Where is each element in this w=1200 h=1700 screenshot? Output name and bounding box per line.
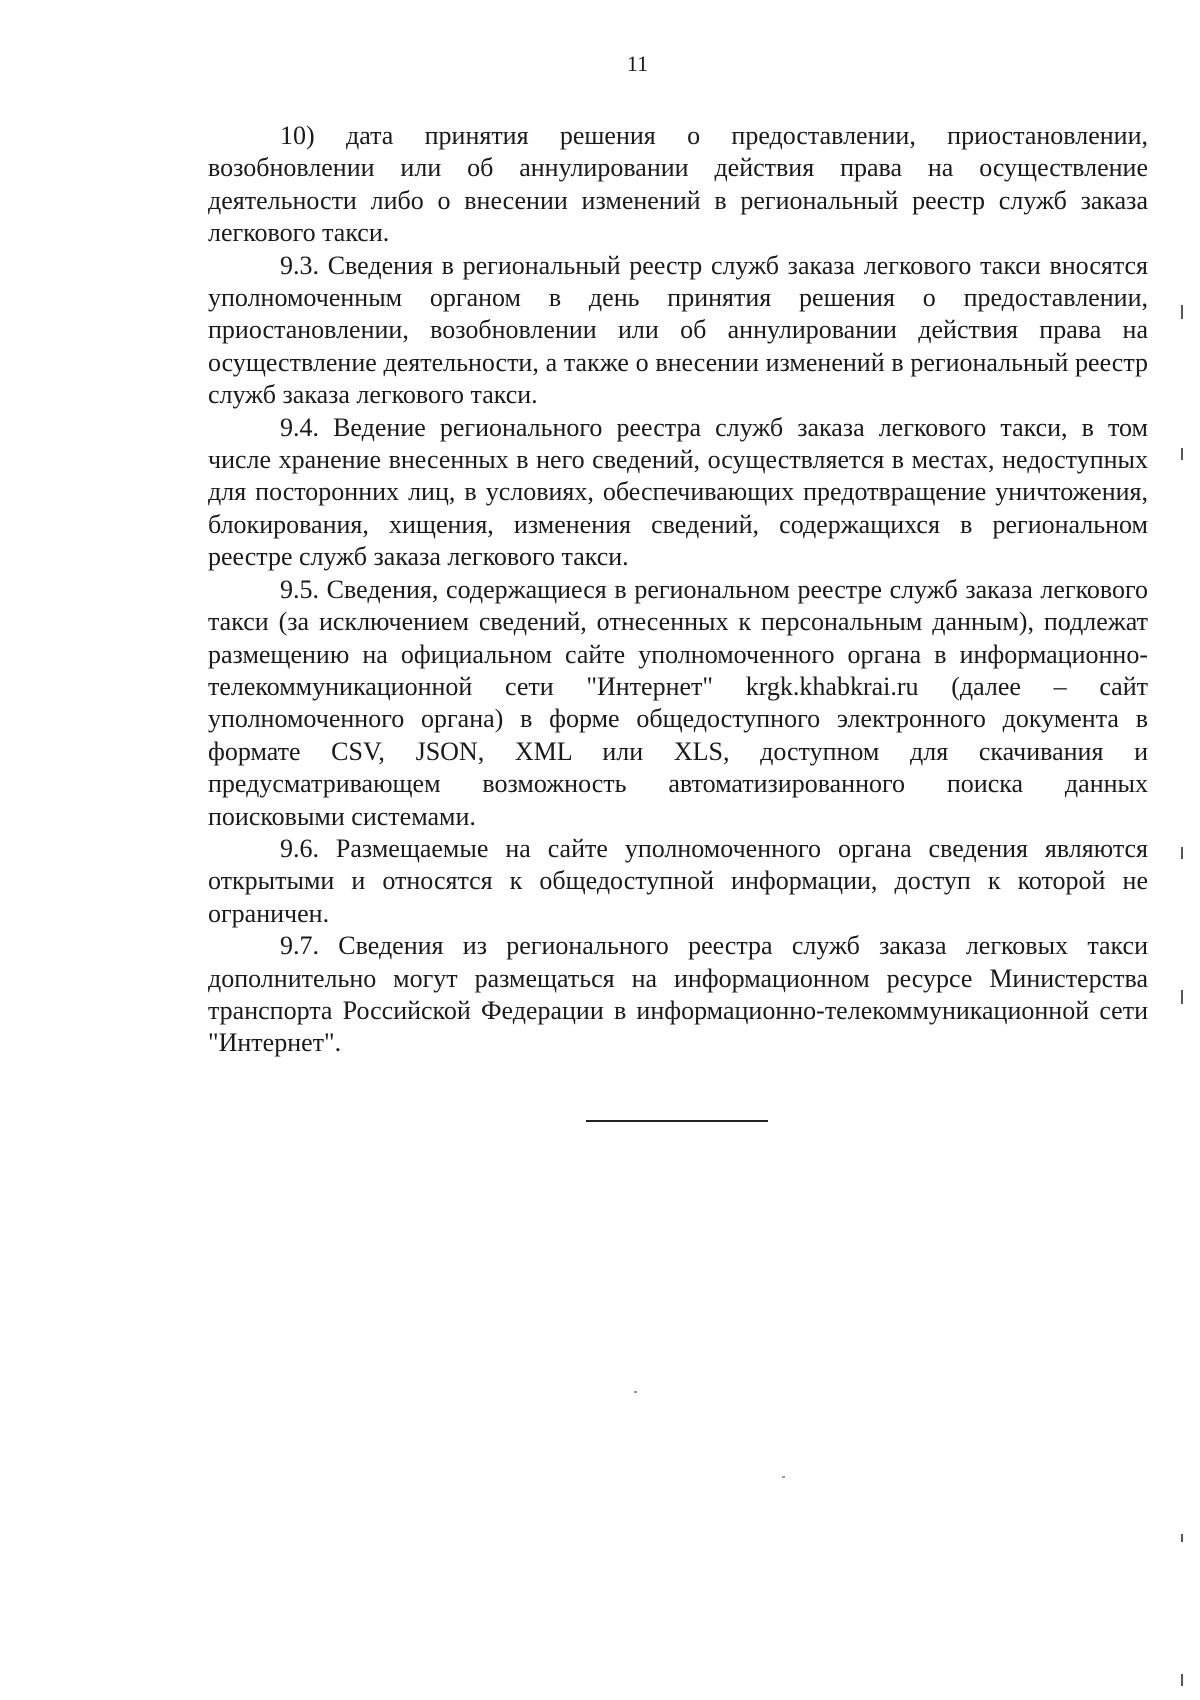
scan-mark xyxy=(1181,305,1183,319)
scan-mark xyxy=(1181,1674,1183,1686)
end-divider-line xyxy=(586,1120,768,1122)
paragraph-item-10: 10) дата принятия решения о предоставлении, приостановлении, возобновлении или об аннулировании действия права на осуществление деятельности либо о внесении изменений в региональный реестр служб заказа легкового такси. xyxy=(208,121,1148,248)
scan-mark xyxy=(1181,448,1183,460)
document-body xyxy=(208,120,1148,1060)
scan-speck xyxy=(782,1476,785,1478)
paragraph-9-6: 9.6. Размещаемые на сайте уполномоченного органа сведения являются открытыми и относятся к общедоступной информации, доступ к которой не ограничен. xyxy=(208,833,1148,928)
scan-mark xyxy=(1181,847,1183,859)
paragraph-9-7: 9.7. Сведения из регионального реестра служб заказа легковых такси дополнительно могут размещаться на информационном ресурсе Министерства транспорта Российской Федерации в информационно-телекоммуникационной сети "Интернет". xyxy=(208,931,1148,1058)
page-number: 11 xyxy=(626,51,649,76)
scan-mark xyxy=(1181,990,1183,1004)
paragraph-9-3: 9.3. Сведения в региональный реестр служб заказа легкового такси вносятся уполномоченным органом в день принятия решения о предоставлении, приостановлении, возобновлении или об аннулировании действия права на осуществление деятельности, а также о внесении изменений в региональный реестр служб заказа легкового такси. xyxy=(208,250,1148,410)
scan-speck xyxy=(634,1391,637,1393)
paragraph-9-5: 9.5. Сведения, содержащиеся в региональном реестре служб заказа легкового такси (за исключением сведений, отнесенных к персональным данным), подлежат размещению на официальном сайте уполномоченного органа в информационно-телекоммуникационной сети "Интернет" krgk.khabkrai.ru (далее – сайт уполномоченного органа) в форме общедоступного электронного документа в формате CSV, JSON, XML или XLS, доступном для скачивания и предусматривающем возможность автоматизированного поиска данных поисковыми системами. xyxy=(208,574,1148,831)
scan-mark xyxy=(1181,1534,1183,1542)
paragraph-9-4: 9.4. Ведение регионального реестра служб заказа легкового такси, в том числе хранение внесенных в него сведений, осуществляется в местах, недоступных для посторонних лиц, в условиях, обеспечивающих предотвращение уничтожения, блокирования, хищения, изменения сведений, содержащихся в региональном реестре служб заказа легкового такси. xyxy=(208,412,1148,572)
